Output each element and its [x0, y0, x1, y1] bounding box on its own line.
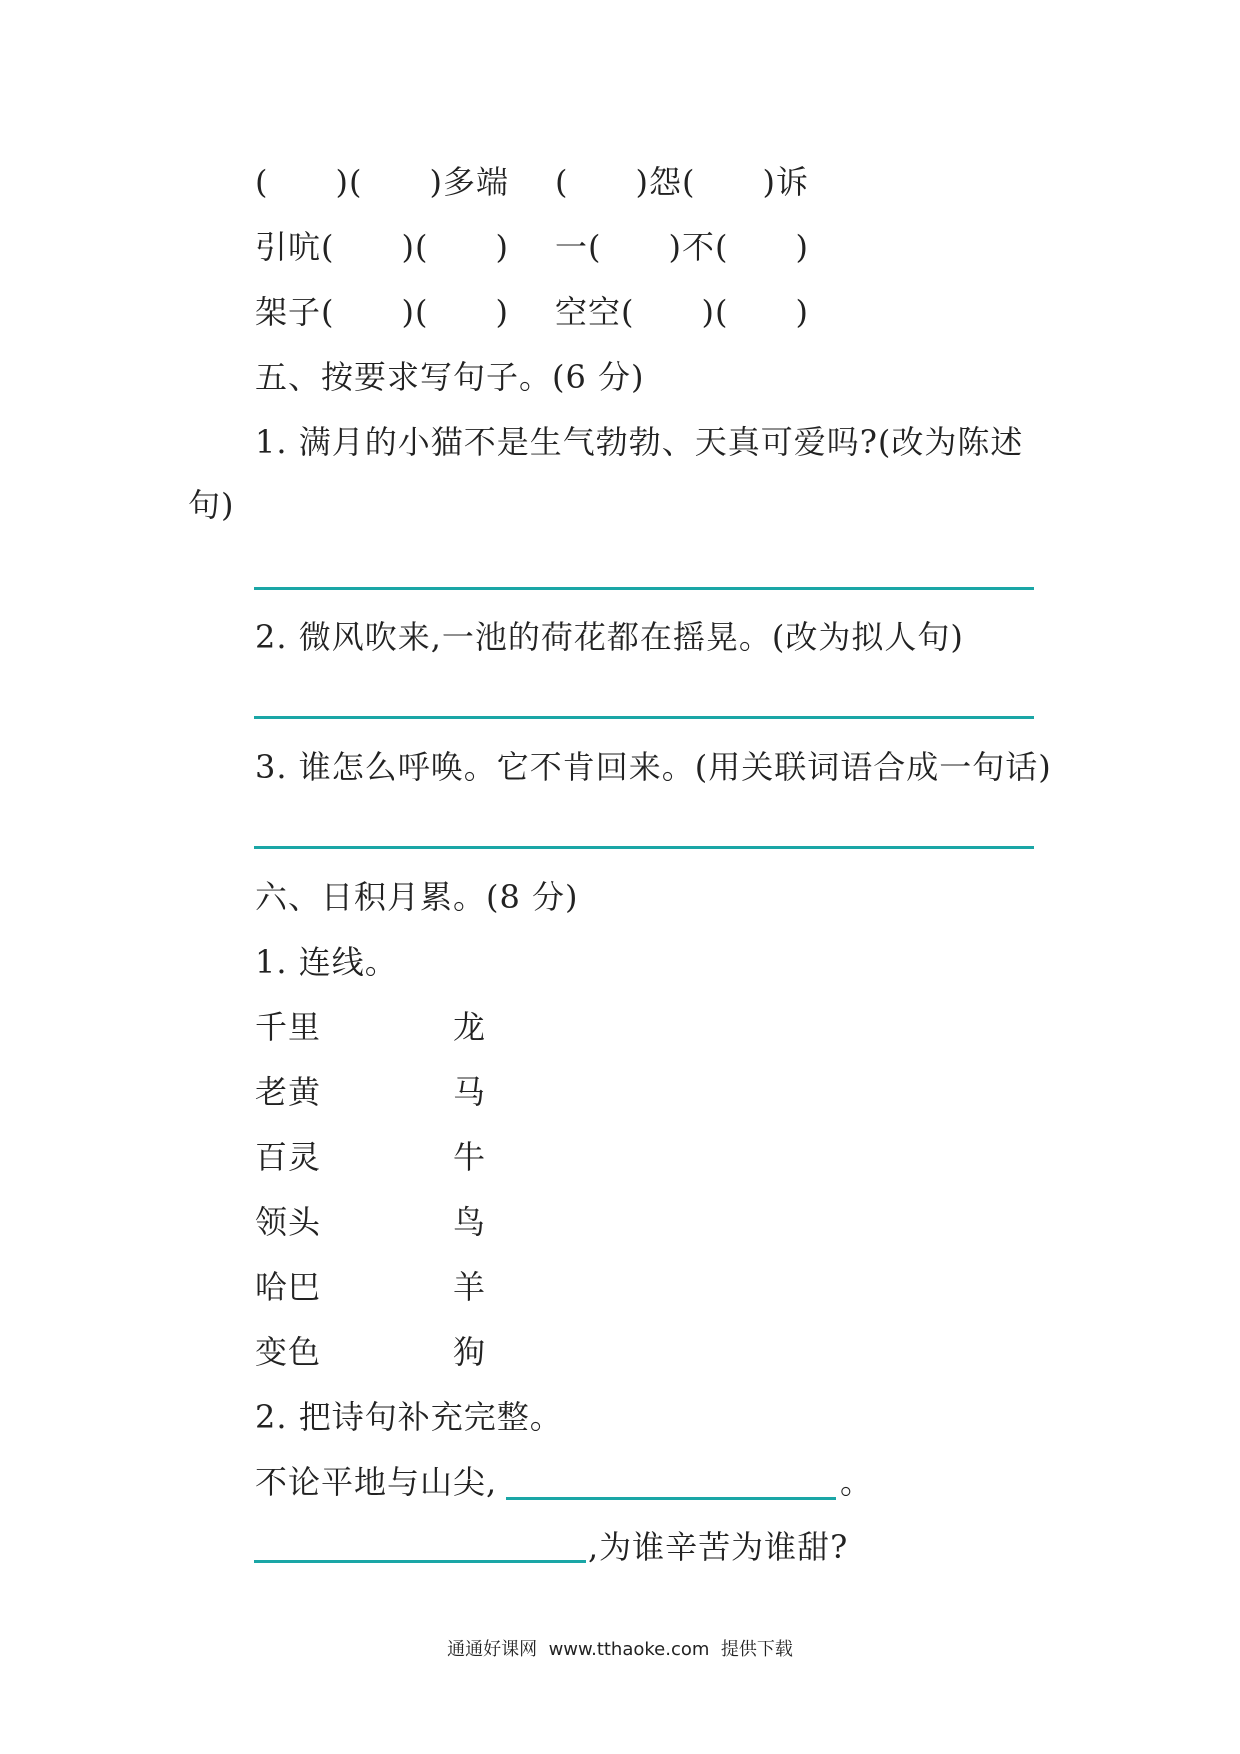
match-left-item: 变色 [255, 1333, 322, 1371]
match-left-item: 千里 [255, 1008, 322, 1046]
poem-line1-prefix: 不论平地与山尖, [255, 1463, 498, 1501]
fill-row3-right: 空空( )( ) [555, 293, 810, 331]
fill-row2-left: 引吭( )( ) [255, 228, 510, 266]
poem-answer-line-2[interactable] [254, 1560, 586, 1563]
poem-answer-line-1[interactable] [506, 1497, 836, 1500]
section6-q1: 1. 连线。 [255, 943, 398, 981]
fill-row1-right: ( )怨( )诉 [555, 163, 810, 201]
fill-row2-right: 一( )不( ) [555, 228, 810, 266]
section6-heading: 六、日积月累。(8 分) [255, 878, 579, 916]
match-right-item: 马 [453, 1073, 487, 1111]
match-right-item: 牛 [453, 1138, 487, 1176]
match-left-item: 哈巴 [255, 1268, 322, 1306]
answer-line-q2[interactable] [254, 716, 1034, 719]
poem-line2-suffix: ,为谁辛苦为谁甜? [588, 1528, 849, 1566]
match-left-item: 老黄 [255, 1073, 322, 1111]
page-footer: 通通好课网 www.tthaoke.com 提供下载 [447, 1639, 793, 1660]
match-right-item: 狗 [453, 1333, 487, 1371]
fill-row3-left: 架子( )( ) [255, 293, 510, 331]
section5-q3: 3. 谁怎么呼唤。它不肯回来。(用关联词语合成一句话) [255, 748, 1052, 786]
match-right-item: 鸟 [453, 1203, 487, 1241]
fill-row1-left: ( )( )多端 [255, 163, 510, 201]
match-right-item: 龙 [453, 1008, 487, 1046]
match-left-item: 领头 [255, 1203, 322, 1241]
poem-line1-suffix: 。 [840, 1463, 874, 1501]
section5-heading: 五、按要求写句子。(6 分) [255, 358, 645, 396]
section5-q2: 2. 微风吹来,一池的荷花都在摇晃。(改为拟人句) [255, 618, 964, 656]
match-left-item: 百灵 [255, 1138, 322, 1176]
section5-q1-line2: 句) [188, 486, 235, 524]
match-right-item: 羊 [453, 1268, 487, 1306]
answer-line-q3[interactable] [254, 846, 1034, 849]
section6-q2: 2. 把诗句补充完整。 [255, 1398, 563, 1436]
section5-q1-line1: 1. 满月的小猫不是生气勃勃、天真可爱吗?(改为陈述 [255, 423, 1024, 461]
answer-line-q1[interactable] [254, 587, 1034, 590]
